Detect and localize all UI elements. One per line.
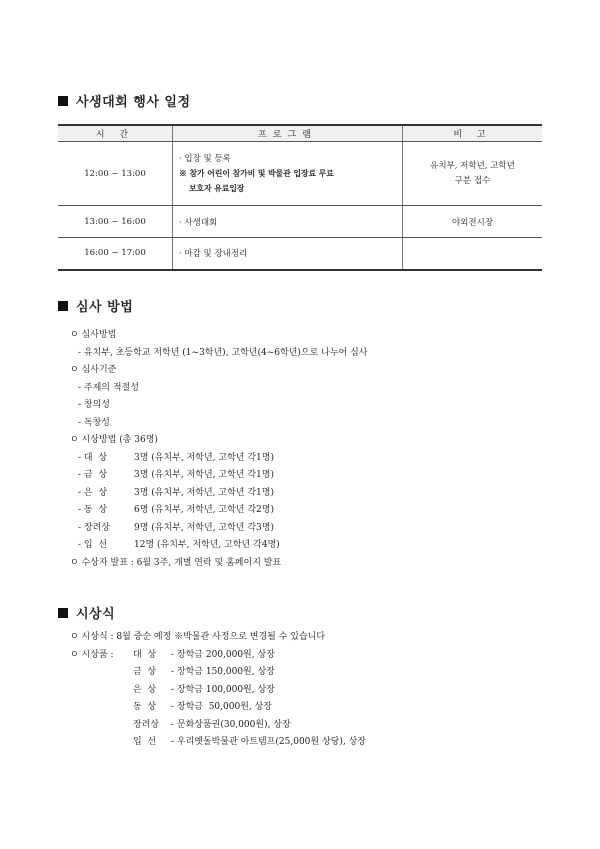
prize-name: 동 상 bbox=[133, 702, 157, 712]
award-detail: 6명 (유치부, 저학년, 고학년 각2명) bbox=[134, 505, 274, 515]
prize-name: 대 상 bbox=[133, 649, 157, 660]
method-head: ㅇ 심사방법 bbox=[70, 330, 117, 340]
note-line: 구분 접수 bbox=[454, 175, 491, 186]
prize-row bbox=[70, 647, 366, 665]
award-detail: 9명 (유치부, 저학년, 고학년 각3명) bbox=[134, 522, 274, 533]
time-cell: 13:00 ~ 16:00 bbox=[58, 206, 173, 238]
program-note: 보호자 유료입장 bbox=[189, 183, 245, 193]
award-row bbox=[70, 520, 367, 538]
time-cell: 16:00 ~ 17:00 bbox=[58, 238, 173, 270]
prize-detail: - 장학금 100,000원, 상장 bbox=[171, 684, 275, 695]
prize-row bbox=[70, 699, 366, 717]
table-row bbox=[58, 238, 542, 270]
program-cell: · 사생대회 bbox=[173, 206, 403, 238]
criteria-head: ㅇ 심사기준 bbox=[70, 365, 117, 375]
judging-body bbox=[70, 327, 367, 572]
prize-row bbox=[70, 682, 366, 700]
table-row bbox=[58, 142, 542, 206]
schedule-title: 사생대회 행사 일정 bbox=[76, 95, 191, 110]
judging-section-title bbox=[58, 296, 133, 315]
prize-detail: - 장학금 150,000원, 상장 bbox=[171, 667, 275, 677]
criteria-item: - 주제의 적절성 bbox=[78, 382, 139, 393]
ceremony-date: ㅇ 시상식 : 8월 중순 예정 ※박물관 사정으로 변경될 수 있습니다 bbox=[70, 632, 326, 642]
program-note: ※ 참가 어린이 참가비 및 박물관 입장료 무료 bbox=[179, 168, 334, 178]
award-row bbox=[70, 467, 367, 485]
criteria-item: - 독창성 bbox=[78, 417, 110, 428]
award-name: - 은 상 bbox=[78, 487, 108, 498]
award-detail: 3명 (유치부, 저학년, 고학년 각1명) bbox=[134, 452, 274, 463]
prize-detail: - 장학금 200,000원, 상장 bbox=[171, 649, 275, 660]
award-row bbox=[70, 537, 367, 555]
schedule-table bbox=[58, 124, 542, 271]
prize-name: 은 상 bbox=[133, 684, 157, 695]
award-detail: 3명 (유치부, 저학년, 고학년 각1명) bbox=[134, 470, 274, 480]
award-row bbox=[70, 485, 367, 503]
award-name: - 장려상 bbox=[78, 522, 110, 533]
note-cell: 야외전시장 bbox=[403, 206, 543, 238]
ceremony-title: 시상식 bbox=[76, 607, 116, 622]
criteria-item: - 창의성 bbox=[78, 400, 110, 410]
schedule-header-row bbox=[58, 125, 542, 142]
prize-detail: - 문화상품권(30,000원), 상장 bbox=[171, 719, 291, 730]
award-name: - 금 상 bbox=[78, 470, 108, 480]
ceremony-section-title bbox=[58, 603, 115, 622]
award-detail: 3명 (유치부, 저학년, 고학년 각1명) bbox=[134, 487, 274, 498]
black-square-icon bbox=[58, 608, 68, 618]
judging-title: 심사 방법 bbox=[76, 300, 134, 315]
header-note: 비 고 bbox=[403, 125, 543, 142]
prize-row bbox=[70, 717, 366, 735]
announcement: ㅇ 수상자 발표 : 6월 3주, 개별 연락 및 홈페이지 발표 bbox=[70, 557, 282, 568]
award-name: - 입 선 bbox=[78, 540, 108, 550]
prize-name: 입 선 bbox=[133, 737, 157, 747]
award-name: - 동 상 bbox=[78, 505, 108, 515]
prizes-label: ㅇ 시상품 : bbox=[70, 649, 114, 660]
prize-detail: - 장학금 50,000원, 상장 bbox=[171, 702, 273, 712]
black-square-icon bbox=[58, 301, 68, 311]
award-row bbox=[70, 450, 367, 468]
header-program: 프로그램 bbox=[173, 125, 403, 142]
award-detail: 12명 (유치부, 저학년, 고학년 각4명) bbox=[134, 540, 280, 550]
award-name: - 대 상 bbox=[78, 452, 108, 463]
prize-row bbox=[70, 734, 366, 752]
note-cell bbox=[403, 238, 543, 270]
program-cell bbox=[173, 142, 403, 206]
table-row bbox=[58, 206, 542, 238]
ceremony-body bbox=[70, 629, 366, 752]
program-line: · 입장 및 등록 bbox=[179, 153, 231, 164]
note-cell bbox=[403, 142, 543, 206]
prize-detail: - 우리옛돌박물관 아트템프(25,000원 상당), 상장 bbox=[171, 737, 366, 747]
method-detail: - 유치부, 초등학교 저학년 (1~3학년), 고학년(4~6학년)으로 나누어 심사 bbox=[78, 347, 368, 358]
prize-name: 금 상 bbox=[133, 667, 157, 677]
note-line: 유치부, 저학년, 고학년 bbox=[430, 160, 515, 171]
prize-row bbox=[70, 664, 366, 682]
awards-head: ㅇ 시상방법 (총 36명) bbox=[70, 435, 158, 445]
program-cell: · 마감 및 장내정리 bbox=[173, 238, 403, 270]
black-square-icon bbox=[58, 96, 68, 106]
prize-name: 장려상 bbox=[133, 719, 160, 730]
schedule-section-title bbox=[58, 91, 191, 110]
award-row bbox=[70, 502, 367, 520]
time-cell: 12:00 ~ 13:00 bbox=[58, 142, 173, 206]
header-time: 시 간 bbox=[58, 125, 173, 142]
